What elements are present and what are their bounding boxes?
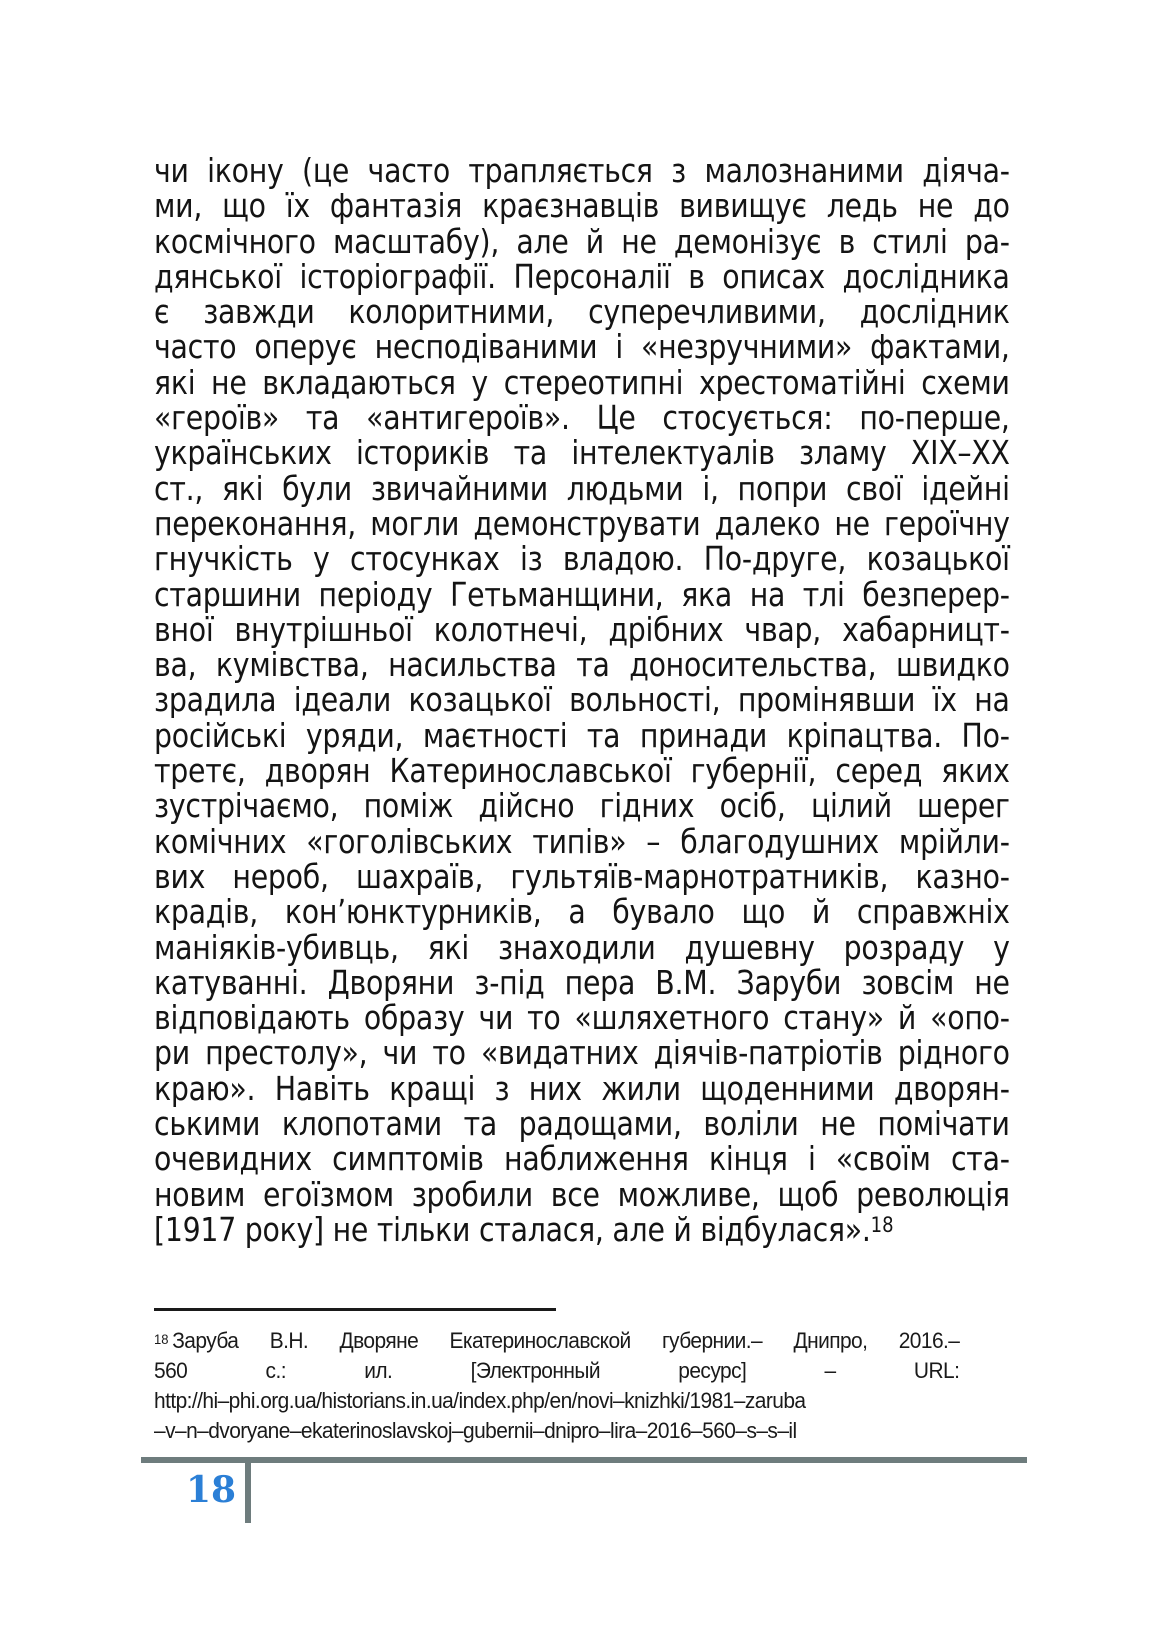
body-line: дянської історіографії. Персоналії в описах дослідника <box>154 256 1010 296</box>
body-line: зустрічаємо, поміж дійсно гідних осіб, цілий шерег <box>154 786 1010 826</box>
body-line: гнучкість у стосунках із владою. По-друге, козацької <box>154 539 1010 579</box>
body-line: ст., які були звичайними людьми і, попри свої ідейні <box>154 468 1010 508</box>
body-line: старшини періоду Гетьманщини, яка на тлі безперер- <box>154 574 1010 614</box>
footnote <box>154 1326 959 1446</box>
body-line: часто оперує несподіваними і «незручними» фактами, <box>154 327 1010 367</box>
body-line: переконання, могли демонструвати далеко не героїчну <box>154 503 1010 543</box>
body-text <box>154 153 1010 1247</box>
footnote-url-line[interactable]: –v–n–dvoryane–ekaterinoslavskoj–gubernii–dnipro–lira–2016–560–s–s–il <box>154 1418 797 1443</box>
footnote-url-line[interactable]: http://hi–phi.org.ua/historians.in.ua/index.php/en/novi–knizhki/1981–zaruba <box>154 1388 806 1413</box>
body-line: ми, що їх фантазія краєзнавців вивищує ледь не до <box>154 186 1010 226</box>
body-line: російські уряди, маєтності та принади кріпацтва. По- <box>154 715 1010 755</box>
footnote-line <box>154 1326 959 1356</box>
body-line: зрадила ідеали козацької вольності, промінявши їх на <box>154 680 1010 720</box>
body-line: «героїв» та «антигероїв». Це стосується: по-перше, <box>154 398 1010 438</box>
body-line: катуванні. Дворяни з-під пера В.М. Заруби зовсім не <box>154 962 1010 1002</box>
body-line: які не вкладаються у стереотипні хрестоматійні схеми <box>154 362 1010 402</box>
footnote-number: 18 <box>154 1331 169 1347</box>
footnote-separator <box>154 1308 556 1311</box>
footnote-line-text: Заруба В.Н. Дворяне Екатеринославской губернии.– Днипро, 2016.– <box>172 1328 960 1353</box>
body-line: чи ікону (це часто трапляється з малознаними діяча- <box>154 151 1010 190</box>
body-line: ри престолу», чи то «видатних діячів-патріотів рідного <box>154 1033 1010 1073</box>
footnote-line: 560 с.: ил. [Электронный ресурс] – URL: <box>154 1358 960 1383</box>
body-line: крадів, кон’юнктурників, а бувало що й справжніх <box>154 892 1010 932</box>
body-line: ськими клопотами та радощами, воліли не помічати <box>154 1104 1010 1144</box>
body-line: вих нероб, шахраїв, гультяїв-марнотратників, казно- <box>154 856 1010 896</box>
body-line: маніяків-убивць, які знаходили душевну розраду у <box>154 927 1010 967</box>
page-number: 18 <box>186 1469 237 1511</box>
body-line: українських істориків та інтелектуалів зламу XIX–XX <box>154 433 1010 473</box>
body-line-text: [1917 року] не тільки сталася, але й відбулася». <box>154 1209 871 1249</box>
footnote-reference[interactable]: 18 <box>870 1212 894 1237</box>
footer-rule <box>141 1457 1027 1463</box>
body-line: третє, дворян Катеринославської губернії, серед яких <box>154 751 1010 791</box>
body-line: новим егоїзмом зробили все можливе, щоб революція <box>154 1174 1010 1214</box>
body-line: ва, кумівства, насильства та доносительства, швидко <box>154 645 1010 685</box>
body-line: очевидних симптомів наближення кінця і «своїм ста- <box>154 1139 1010 1179</box>
body-line: є завжди колоритними, суперечливими, дослідник <box>154 292 1010 332</box>
body-line: космічного масштабу), але й не демонізує в стилі ра- <box>154 221 1010 261</box>
body-line-last <box>154 1209 1010 1249</box>
body-line: краю». Навіть кращі з них жили щоденними дворян- <box>154 1068 1010 1108</box>
body-line: вної внутрішньої колотнечі, дрібних чвар, хабарницт- <box>154 609 1010 649</box>
footer-divider <box>245 1460 251 1523</box>
body-line: відповідають образу чи то «шляхетного стану» й «опо- <box>154 998 1010 1038</box>
body-line: комічних «гоголівських типів» – благодушних мрійли- <box>154 821 1010 861</box>
